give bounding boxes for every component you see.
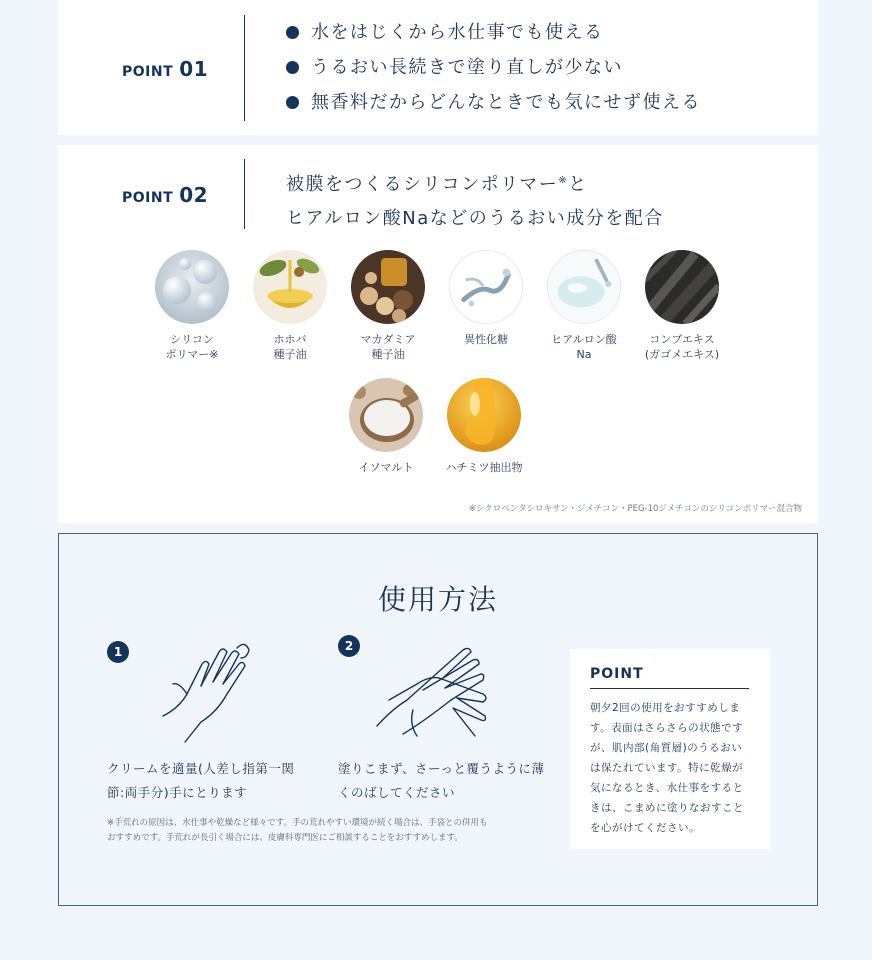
- ingredient-macadamia-oil: マカダミア 種子油: [333, 250, 443, 362]
- bullet-dot-icon: [286, 61, 299, 74]
- isomalt-powder-icon: [349, 378, 423, 452]
- hands-spread-icon: [373, 640, 503, 748]
- honey-icon: [447, 378, 521, 452]
- bullet-item: 水をはじくから水仕事でも使える: [286, 20, 701, 55]
- usage-point-divider: [590, 688, 749, 689]
- point-01-label: POINT 01: [122, 57, 209, 81]
- silicone-polymer-footnote: ※シクロペンタシロキサン・ジメチコン・PEG-10ジメチコンのシリコンポリマー混合物: [468, 504, 802, 514]
- ingredient-silicone-polymer: シリコン ポリマー※: [137, 250, 247, 362]
- step-2-badge: 2: [338, 635, 360, 657]
- ingredient-hyaluronic-acid: ヒアルロン酸 Na: [529, 250, 639, 362]
- ingredient-jojoba-oil: ホホバ 種子油: [235, 250, 345, 362]
- ingredient-isomalt: イソマルト: [331, 378, 441, 475]
- macadamia-nuts-icon: [351, 250, 425, 324]
- usage-section: [58, 533, 818, 906]
- isomerized-sugar-icon: [449, 250, 523, 324]
- usage-caution-note: ※手荒れの原因は、水仕事や乾燥など様々です。手の荒れやすい環境が続く場合は、手袋との併用も おすすめです。手荒れが長引く場合には、皮膚科専門医にご相談することをおすすめします。: [107, 818, 488, 843]
- bullet-dot-icon: [286, 96, 299, 109]
- ingredient-honey-extract: ハチミツ抽出物: [429, 378, 539, 475]
- bullet-item: 無香料だからどんなときでも気にせず使える: [286, 90, 701, 125]
- usage-point-title: POINT: [590, 666, 644, 682]
- kelp-icon: [645, 250, 719, 324]
- point-02-card: [58, 145, 818, 523]
- silicone-drops-icon: [155, 250, 229, 324]
- bullet-item: うるおい長続きで塗り直しが少ない: [286, 55, 701, 90]
- hyaluronic-gel-icon: [547, 250, 621, 324]
- usage-title: 使用方法: [377, 583, 498, 616]
- usage-point-text: 朝夕2回の使用をおすすめします。表面はさらさらの状態ですが、肌内部(角質層)のうるおいは保たれています。特に乾燥が気になるとき、水仕事をするときは、こまめに塗りなおすことを心がけてください。: [590, 702, 744, 834]
- ingredient-isomerized-sugar: 異性化糖: [431, 250, 541, 347]
- ingredient-kelp-extract: コンブエキス (ガゴメエキス): [627, 250, 737, 362]
- step-1-text: クリームを適量(人差し指第一関 節:両手分)手にとります: [107, 761, 295, 800]
- jojoba-oil-icon: [253, 250, 327, 324]
- point-01-card: [58, 0, 818, 135]
- bullet-dot-icon: [286, 26, 299, 39]
- point-01-divider: [244, 15, 245, 121]
- usage-point-box: [570, 649, 770, 849]
- point-02-description: 被膜をつくるシリコンポリマー※と ヒアルロン酸Naなどのうるおい成分を配合: [286, 174, 664, 229]
- point-02-divider: [244, 159, 245, 229]
- hand-scoop-icon: [157, 638, 257, 752]
- step-2-text: 塗りこまず、さーっと覆うように薄 くのばしてください: [338, 761, 545, 800]
- point-02-label: POINT 02: [122, 183, 209, 207]
- point-01-bullet-list: [286, 20, 701, 125]
- step-1-badge: 1: [107, 641, 129, 663]
